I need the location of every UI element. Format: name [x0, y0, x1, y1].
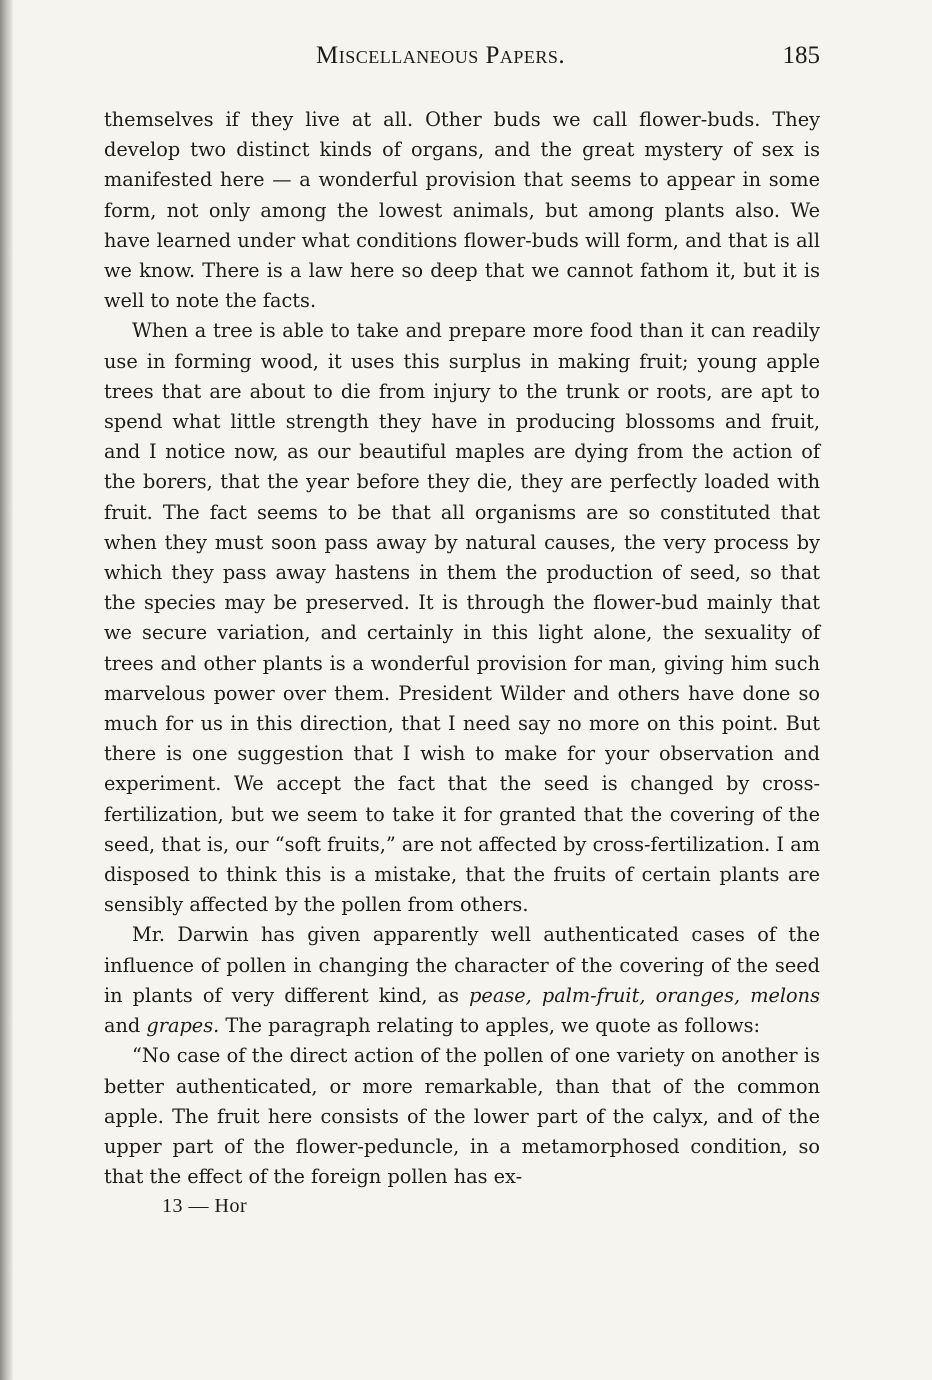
body-text — [104, 105, 820, 1192]
paragraph — [104, 105, 820, 316]
italic-text: pease, palm-fruit, oranges, melons — [469, 983, 820, 1007]
paragraph-text: Mr. Darwin has given apparently well authenticated cases of the influence of pollen in changing the character of the covering of the seed in plants of very different kind, as — [104, 923, 820, 1007]
paragraph-text: The paragraph relating to apples, we quote as follows: — [219, 1014, 760, 1038]
paragraph — [104, 316, 820, 920]
paragraph-text: When a tree is able to take and prepare more food than it can readily use in forming wood, it uses this surplus in making fruit; young apple trees that are about to die from injury to the trunk or roots, are apt to spend what little strength they have in producing blossoms and fruit, and I notice now, as our beautiful maples are dying from the action of the borers, that the year before they die, they are perfectly loaded with fruit. The fact seems to be that all organisms are so constituted that when they must soon pass away by natural causes, the very process by which they pass away hastens in them the production of seed, so that the species may be preserved. It is through the flower-bud mainly that we secure variation, and certainly in this light alone, the sexuality of trees and other plants is a wonderful provision for man, giving him such marvelous power over them. President Wilder and others have done so much for us in this direction, that I need say no more on this point. But there is one suggestion that I wish to make for your observation and experiment. We accept the fact that the seed is changed by cross-fertilization, but we seem to take it for granted that the covering of the seed, that is, our “soft fruits,” are not affected by cross-fertilization. I am disposed to think this is a mistake, that the fruits of certain plants are sensibly affected by the pollen from others. — [104, 319, 820, 917]
scan-binding-edge — [0, 0, 13, 1380]
page-number: 185 — [782, 42, 820, 69]
paragraph-text: “No case of the direct action of the pollen of one variety on another is better authenticated, or more remarkable, than that of the common apple. The fruit here consists of the lower part of the calyx, and of the upper part of the flower-peduncle, in a metamorphosed condition, so that the effect of the foreign pollen has ex- — [104, 1044, 820, 1189]
running-head — [104, 38, 820, 78]
paragraph-text: themselves if they live at all. Other buds we call flower-buds. They develop two distinct kinds of organs, and the great mystery of sex is manifested here — a wonderful provision that seems to appear in some form, not only among the lowest animals, but among plants also. We have learned under what conditions flower-buds will form, and that is all we know. There is a law here so deep that we cannot fathom it, but it is well to note the facts. — [104, 108, 820, 313]
paragraph-text: and — [104, 1014, 147, 1038]
running-title: Miscellaneous Papers. — [316, 42, 566, 69]
signature-mark: 13 — Hor — [162, 1195, 248, 1218]
book-page — [104, 38, 820, 1220]
italic-text: grapes. — [146, 1014, 220, 1038]
paragraph — [104, 1041, 820, 1192]
paragraph — [104, 920, 820, 1041]
